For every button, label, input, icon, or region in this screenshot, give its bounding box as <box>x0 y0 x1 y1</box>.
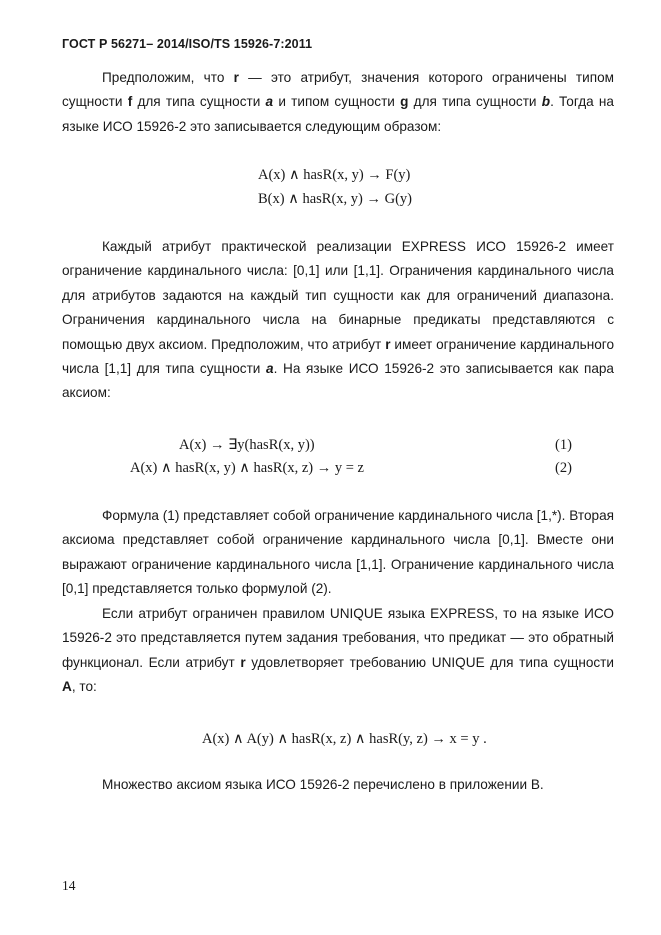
paragraph-2: Каждый атрибут практической реализации EXPRESS ИСО 15926-2 имеет ограничение кардинального числа: [0,1] или [1,1]. Ограничения кардинального числа для атрибутов задаются на каждый тип сущности как для ограничений диапазона. Ограничения кардинального числа на бинарные предикаты представляются с помощью двух аксиом. Предположим, что атрибут r имеет ограничение кардинального числа [1,1] для типа сущности a. На языке ИСО 15926-2 это записывается как пара аксиом: <box>62 239 615 401</box>
equation-number-2: (2) <box>555 460 572 476</box>
equation-number-1: (1) <box>555 437 572 453</box>
paragraph-4: Если атрибут ограничен правилом UNIQUE языка EXPRESS, то на языке ИСО 15926-2 это представляется путем задания требования, что предикат — это обратный функционал. Если атрибут r удовлетворяет требованию UNIQUE для типа сущности A, то: <box>62 606 615 695</box>
formula-2-line-1: A(x) → ∃y(hasR(x, y)) <box>179 437 315 453</box>
page-number: 14 <box>62 878 76 893</box>
paragraph-3: Формула (1) представляет собой ограничение кардинального числа [1,*). Вторая аксиома представляет собой ограничение кардинального числа [0,1]. Вместе они выражают ограничение кардинального числа [1,1]. Ограничение кардинального числа [0,1] представляется только формулой (2). <box>62 508 614 597</box>
formula-1-line-1: A(x) ∧ hasR(x, y) → F(y) <box>258 167 411 183</box>
formula-3: A(x) ∧ A(y) ∧ hasR(x, z) ∧ hasR(y, z) → x = y . <box>202 731 487 747</box>
formula-2-line-2: A(x) ∧ hasR(x, y) ∧ hasR(x, z) → y = z <box>130 460 364 476</box>
paragraph-1: Предположим, что r — это атрибут, значения которого ограничены типом сущности f для типа сущности a и типом сущности g для типа сущности b. Тогда на языке ИСО 15926-2 это записывается следующим образом: <box>62 70 614 134</box>
formula-1-line-2: B(x) ∧ hasR(x, y) → G(y) <box>258 191 412 207</box>
paragraph-5: Множество аксиом языка ИСО 15926-2 перечислено в приложении В. <box>102 777 544 792</box>
document-header: ГОСТ Р 56271– 2014/ISO/TS 15926-7:2011 <box>62 37 313 51</box>
